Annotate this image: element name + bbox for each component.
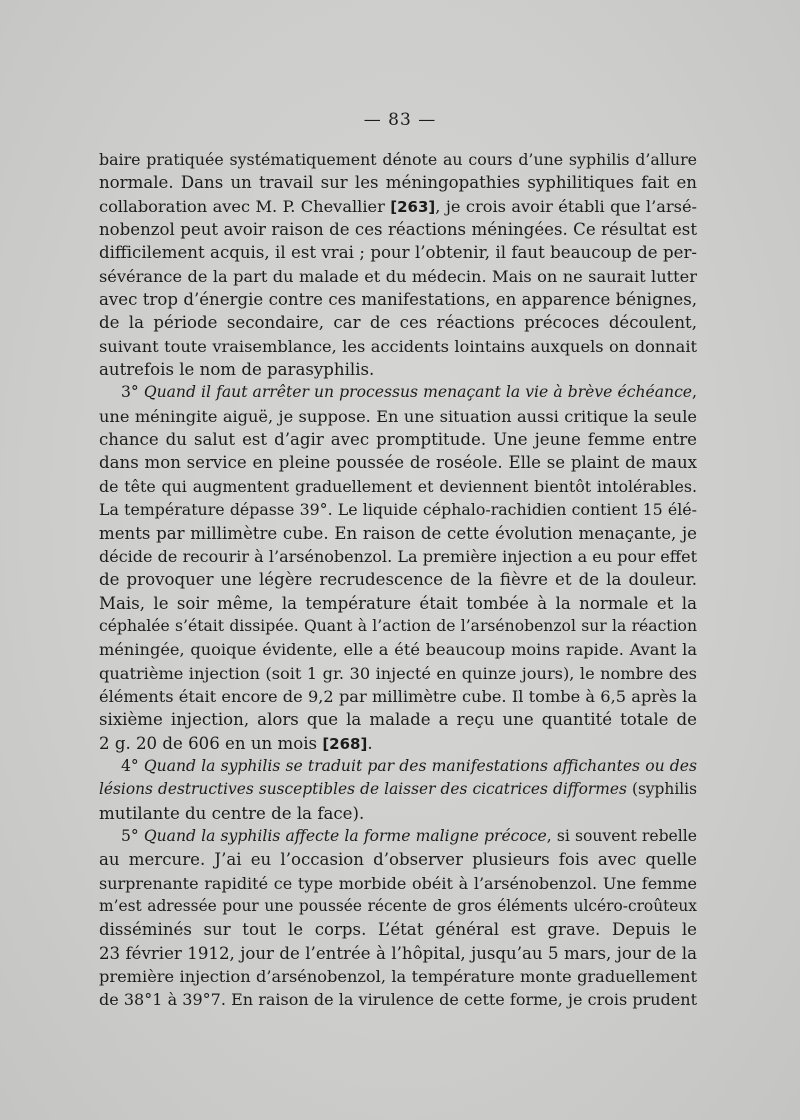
citation-reference: [263] [390, 197, 436, 216]
text-segment: 3° [121, 383, 144, 402]
text-line [99, 381, 697, 404]
text-line [99, 732, 697, 755]
text-line: ments par millimètre cube. En raison de cette évolution menaçante, je [99, 523, 697, 543]
text-line: La température dépasse 39°. Le liquide céphalo-rachidien contient 15 élé- [99, 500, 697, 520]
text-line: méningée, quoique évidente, elle a été beaucoup moins rapide. Avant la [99, 640, 697, 660]
text-line: chance du salut est d’agir avec promptitude. Une jeune femme entre [99, 430, 697, 450]
text-line [99, 195, 697, 218]
text-line: décide de recourir à l’arsénobenzol. La première injection a eu pour effet [99, 546, 697, 566]
text-line: mutilante du centre de la face). [99, 803, 365, 823]
text-line: de la période secondaire, car de ces réactions précoces découlent, [99, 313, 697, 333]
text-line: de tête qui augmentent graduellement et deviennent bientôt intolérables. [99, 476, 697, 496]
text-segment: 5° [121, 826, 144, 845]
text-segment: , [692, 383, 697, 402]
text-line: quatrième injection (soit 1 gr. 30 injecté en quinze jours), le nombre des [99, 663, 697, 683]
text-segment: , je crois avoir établi que l’arsé- [435, 196, 697, 216]
text-line: de 38°1 à 39°7. En raison de la virulence de cette forme, je crois prudent [99, 990, 697, 1010]
italic-heading: lésions destructives susceptibles de laisser des cicatrices difformes [99, 780, 627, 799]
body-text [99, 148, 697, 1012]
text-segment: 2 g. 20 de 606 en un mois [99, 733, 323, 753]
text-line: nobenzol peut avoir raison de ces réactions méningées. Ce résultat est [99, 220, 697, 240]
text-line [99, 825, 697, 848]
text-line: disséminés sur tout le corps. L’état général est grave. Depuis le [99, 920, 697, 940]
text-line: céphalée s’était dissipée. Quant à l’action de l’arsénobenzol sur la réaction [99, 616, 697, 635]
text-segment: . [367, 733, 373, 753]
text-line: sixième injection, alors que la malade a reçu une quantité totale de [99, 710, 697, 730]
text-line: autrefois le nom de parasyphilis. [99, 360, 375, 380]
text-segment: , si souvent rebelle [546, 826, 697, 845]
text-line: 23 février 1912, jour de l’entrée à l’hôpital, jusqu’au 5 mars, jour de la [99, 943, 697, 963]
text-line: m’est adressée pour une poussée récente de gros éléments ulcéro-croûteux [99, 897, 697, 915]
text-line: normale. Dans un travail sur les méningopathies syphilitiques fait en [99, 173, 697, 193]
text-line: première injection d’arsénobenzol, la température monte graduellement [99, 967, 697, 987]
text-segment: (syphilis [626, 780, 697, 799]
citation-reference: [268] [322, 734, 368, 753]
italic-heading: Quand il faut arrêter un processus menaçant la vie à brève échéance [143, 383, 693, 402]
text-line: surprenante rapidité ce type morbide obéit à l’arsénobenzol. Une femme [99, 873, 697, 893]
italic-heading: Quand la syphilis se traduit par des manifestations affichantes ou des [143, 756, 697, 775]
text-line: suivant toute vraisemblance, les accidents lointains auxquels on donnait [99, 336, 697, 356]
text-line: éléments était encore de 9,2 par millimètre cube. Il tombe à 6,5 après la [99, 686, 697, 706]
text-line: avec trop d’énergie contre ces manifestations, en apparence bénignes, [99, 290, 697, 310]
text-line: une méningite aiguë, je suppose. En une situation aussi critique la seule [99, 406, 697, 426]
text-line: dans mon service en pleine poussée de roséole. Elle se plaint de maux [99, 453, 697, 473]
text-line: au mercure. J’ai eu l’occasion d’observer plusieurs fois avec quelle [99, 850, 697, 870]
text-segment: collaboration avec M. P. Chevallier [99, 196, 391, 216]
text-segment: 4° [121, 756, 144, 775]
page-number: — 83 — [363, 110, 437, 130]
text-line [99, 778, 697, 801]
text-line: sévérance de la part du malade et du médecin. Mais on ne saurait lutter [99, 266, 697, 286]
italic-heading: Quand la syphilis affecte la forme maligne précoce [143, 826, 547, 845]
text-line [99, 755, 697, 778]
text-line: difficilement acquis, il est vrai ; pour l’obtenir, il faut beaucoup de per- [99, 243, 697, 263]
text-line: baire pratiquée systématiquement dénote au cours d’une syphilis d’allure [99, 150, 697, 169]
text-line: Mais, le soir même, la température était tombée à la normale et la [99, 593, 697, 613]
text-line: de provoquer une légère recrudescence de la fièvre et de la douleur. [99, 570, 697, 590]
